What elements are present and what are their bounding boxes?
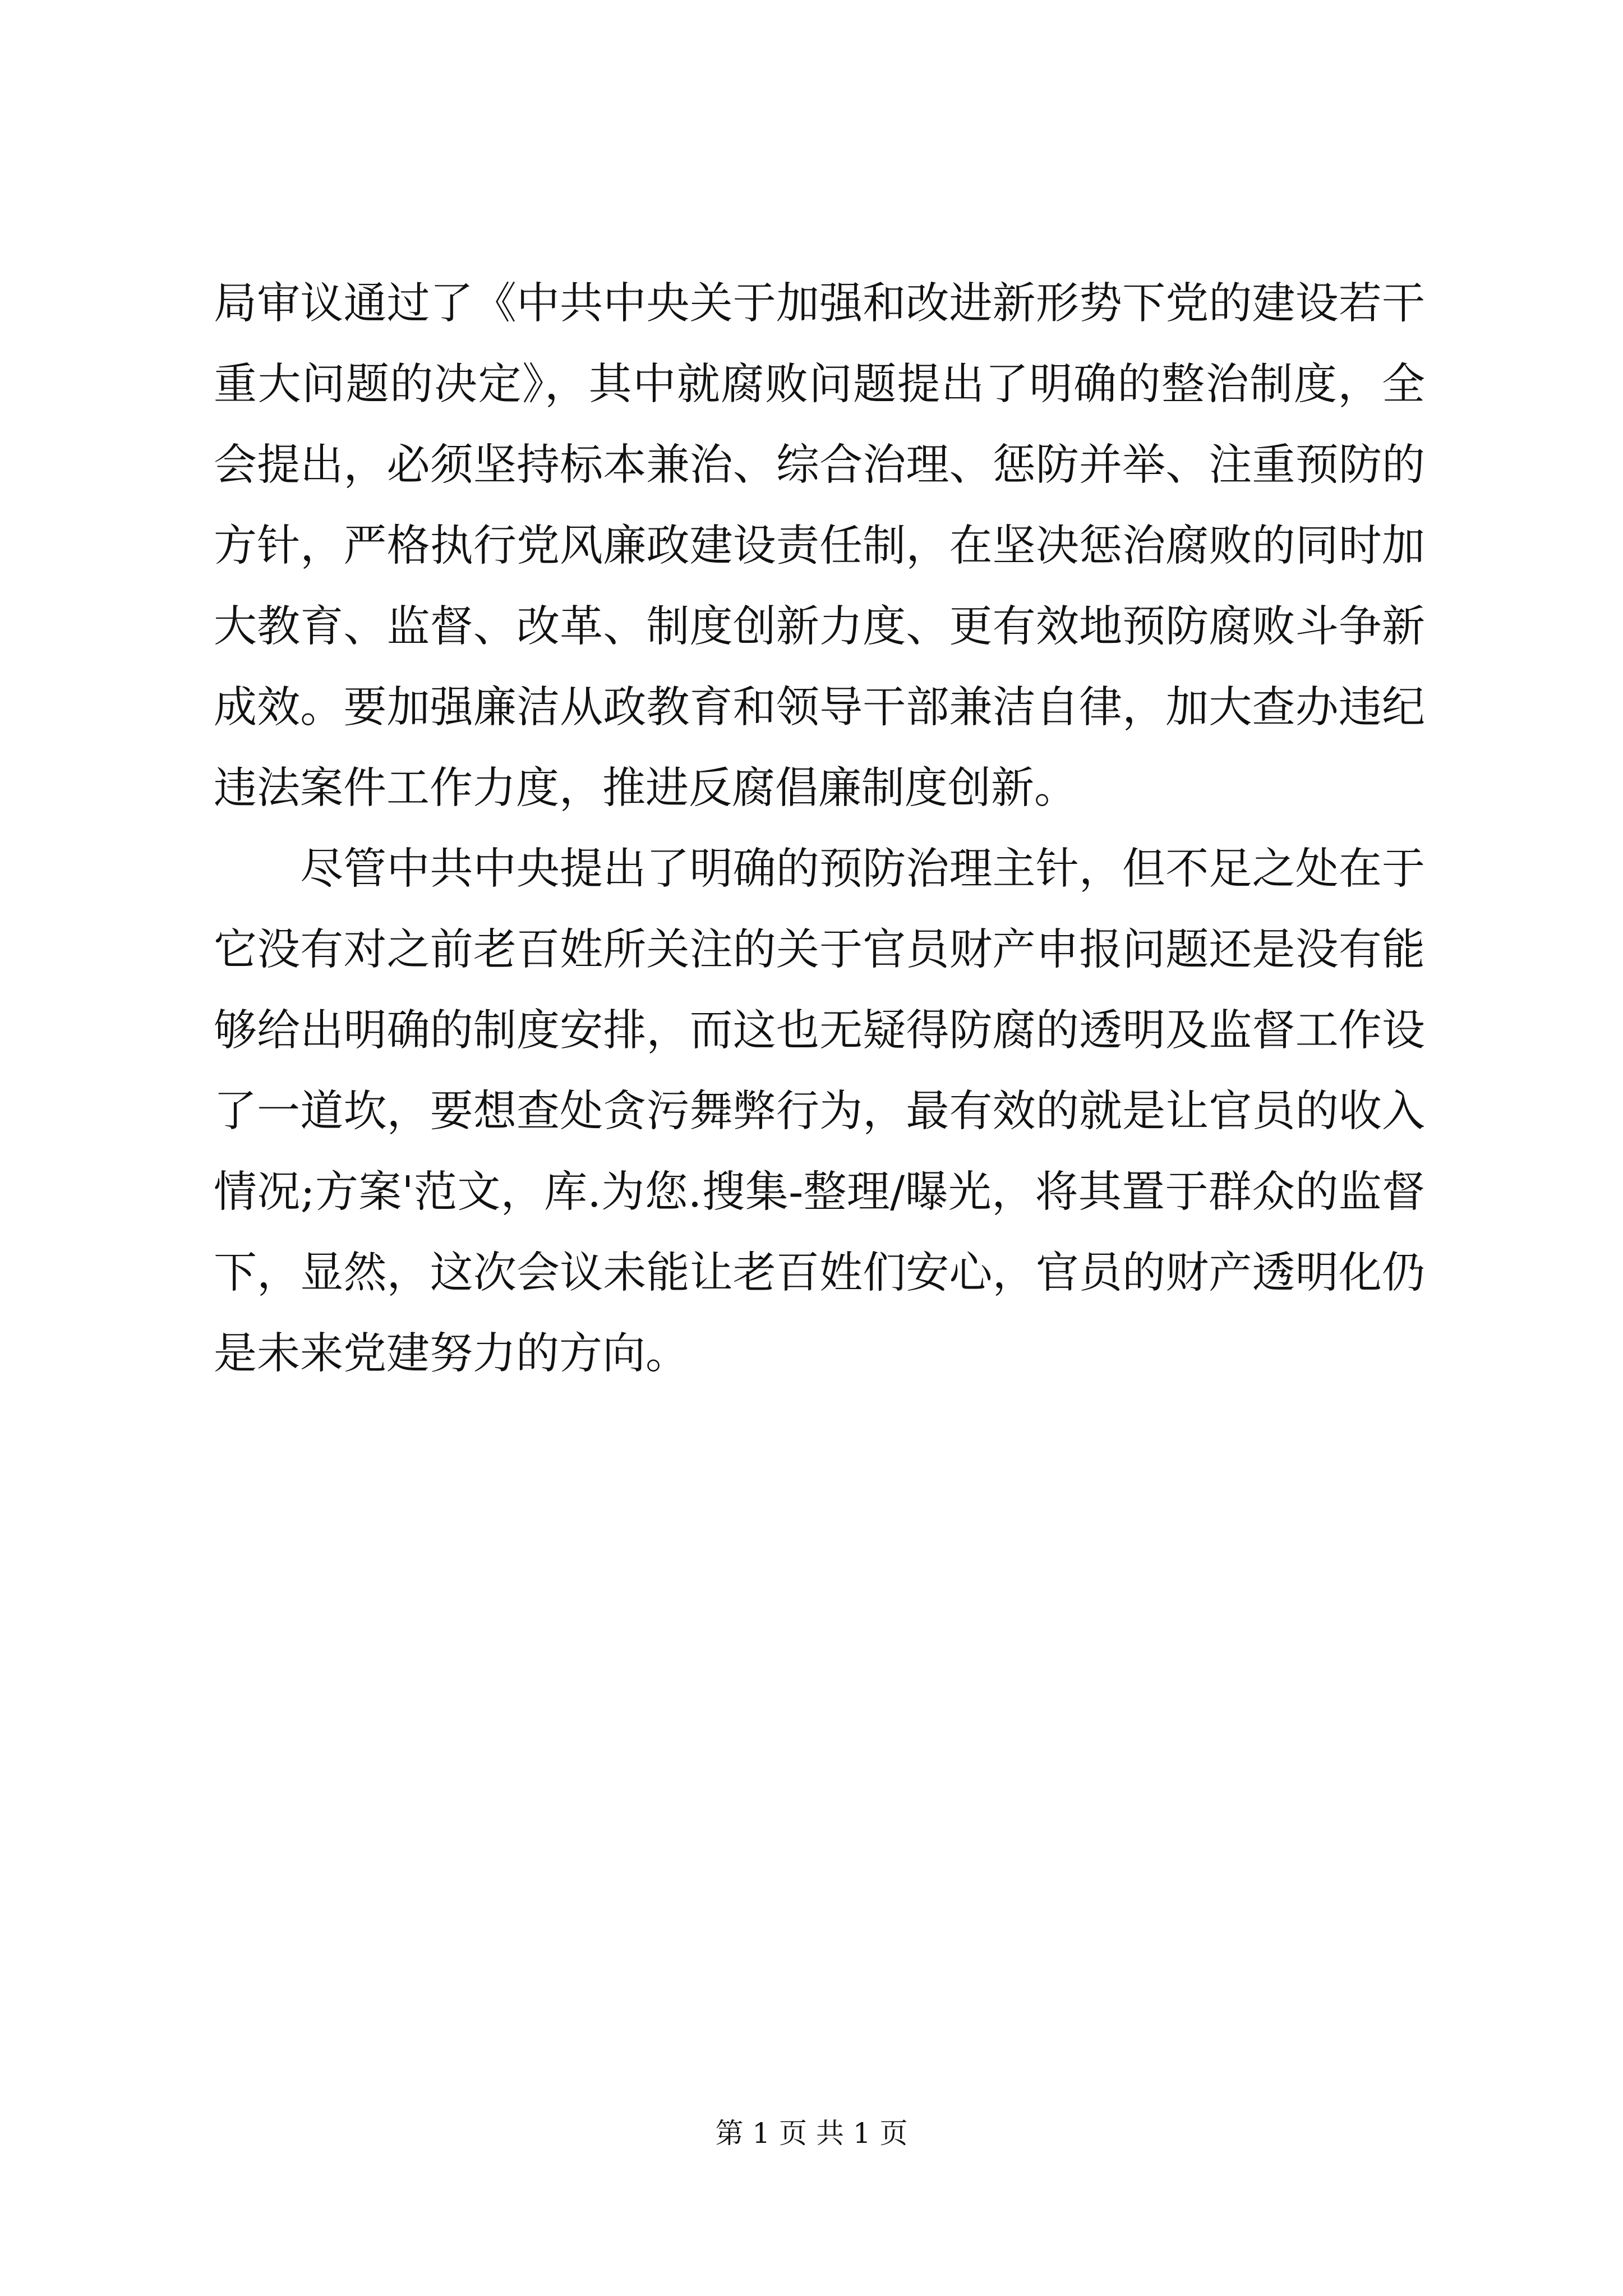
paragraph-continued: 局审议通过了《中共中央关于加强和改进新形势下党的建设若干重大问题的决定》，其中就腐败问题提出了明确的整治制度，全会提出，必须坚持标本兼治、综合治理、惩防并举、注重预防的方针，严格执行党风廉政建设责任制，在坚决惩治腐败的同时加大教育、监督、改革、制度创新力度、更有效地预防腐败斗争新成效。要加强廉洁从政教育和领导干部兼洁自律，加大查办违纪违法案件工作力度，推进反腐倡廉制度创新。: [214, 279, 1425, 813]
page-footer: 第 1 页 共 1 页: [715, 2117, 908, 2150]
paragraph: 尽管中共中央提出了明确的预防治理主针，但不足之处在于它没有对之前老百姓所关注的关于官员财产申报问题还是没有能够给出明确的制度安排，而这也无疑得防腐的透明及监督工作设了一道坎，要想查处贪污舞弊行为，最有效的就是让官员的收入情况;方案'范文，库.为您.搜集-整理/曝光，将其置于群众的监督下，显然，这次会议未能让老百姓们安心，官员的财产透明化仍是未来党建努力的方向。: [214, 844, 1425, 1379]
document-body: [214, 264, 1425, 1395]
